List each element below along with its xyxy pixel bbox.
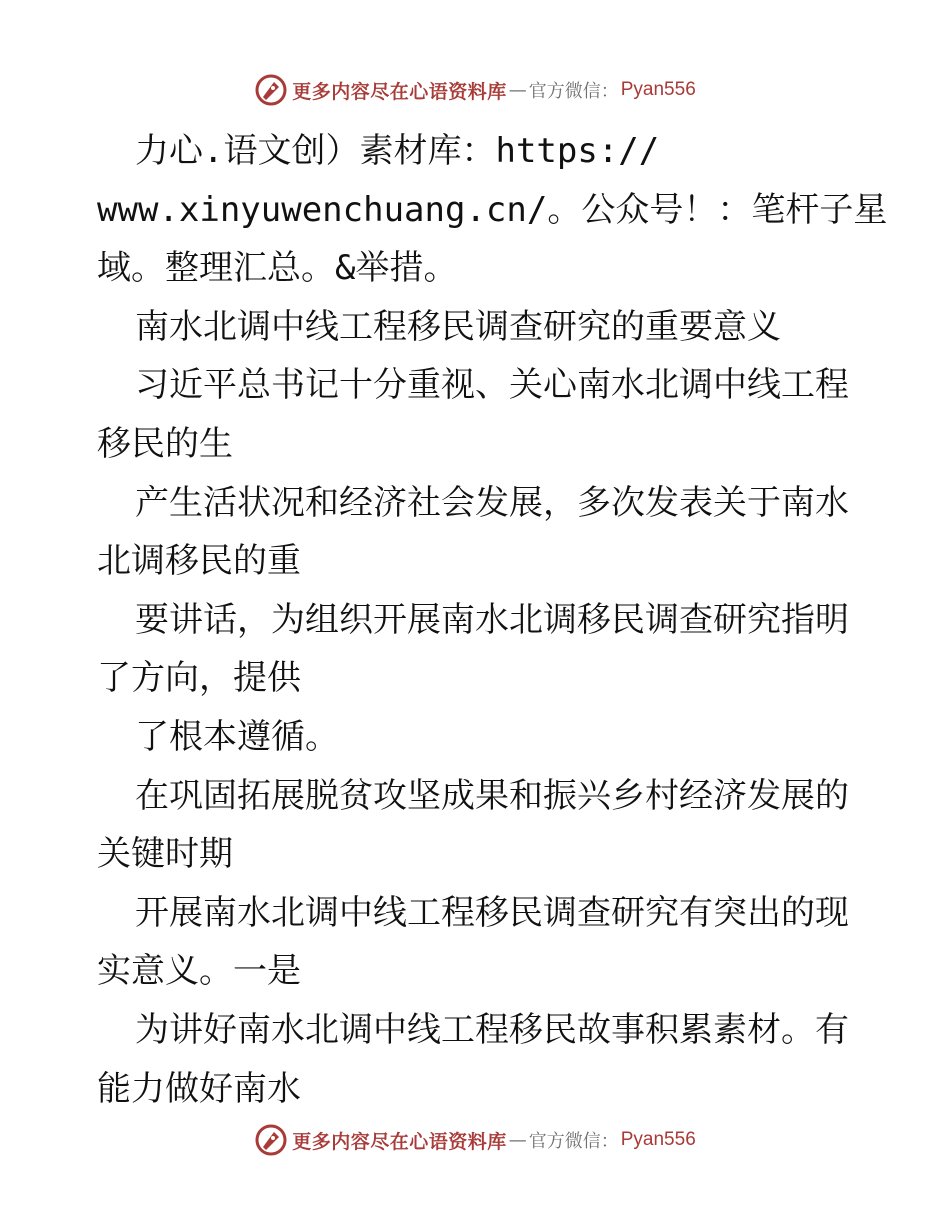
text-line: 了方向，提供 (97, 658, 301, 699)
document-body (97, 122, 888, 1118)
watermark-red-text: 更多内容尽在心语资料库 (292, 80, 507, 103)
text-line: 移民的生 (97, 423, 233, 464)
header-watermark (0, 70, 950, 110)
text-line: www.xinyuwenchuang.cn/。公众号！：笔杆子星 (97, 189, 888, 230)
text-line: 习近平总书记十分重视、关心南水北调中线工程 (135, 365, 849, 406)
text-line: 为讲好南水北调中线工程移民故事积累素材。有 (135, 1009, 849, 1050)
watermark-wechat-id: Pyan556 (620, 1129, 696, 1150)
text-line: 要讲话，为组织开展南水北调移民调查研究指明 (135, 599, 849, 640)
watermark-dash: — (508, 1129, 527, 1151)
text-line: 能力做好南水 (97, 1068, 301, 1109)
text-line: 实意义。一是 (97, 951, 301, 992)
text-line: 产生活状况和经济社会发展，多次发表关于南水 (135, 482, 849, 523)
watermark-wechat-id: Pyan556 (620, 79, 696, 100)
pen-nib-circle-icon (254, 73, 288, 107)
text-line: 在巩固拓展脱贫攻坚成果和振兴乡村经济发展的 (135, 775, 849, 816)
watermark-wechat-label: 官方微信： (528, 1131, 619, 1152)
watermark-red-text: 更多内容尽在心语资料库 (292, 1130, 507, 1153)
text-line: 域。整理汇总。&举措。 (97, 248, 458, 289)
text-line: 力心.语文创）素材库：https:// (135, 131, 660, 171)
pen-nib-circle-icon (254, 1123, 288, 1157)
text-line: 南水北调中线工程移民调查研究的重要意义 (135, 306, 781, 347)
text-line: 了根本遵循。 (135, 716, 339, 757)
watermark-wechat-label: 官方微信： (528, 81, 619, 102)
text-line: 关键时期 (97, 834, 233, 875)
footer-watermark (0, 1120, 950, 1160)
text-line: 北调移民的重 (97, 541, 301, 582)
text-line: 开展南水北调中线工程移民调查研究有突出的现 (135, 892, 849, 933)
watermark-dash: — (508, 79, 527, 101)
